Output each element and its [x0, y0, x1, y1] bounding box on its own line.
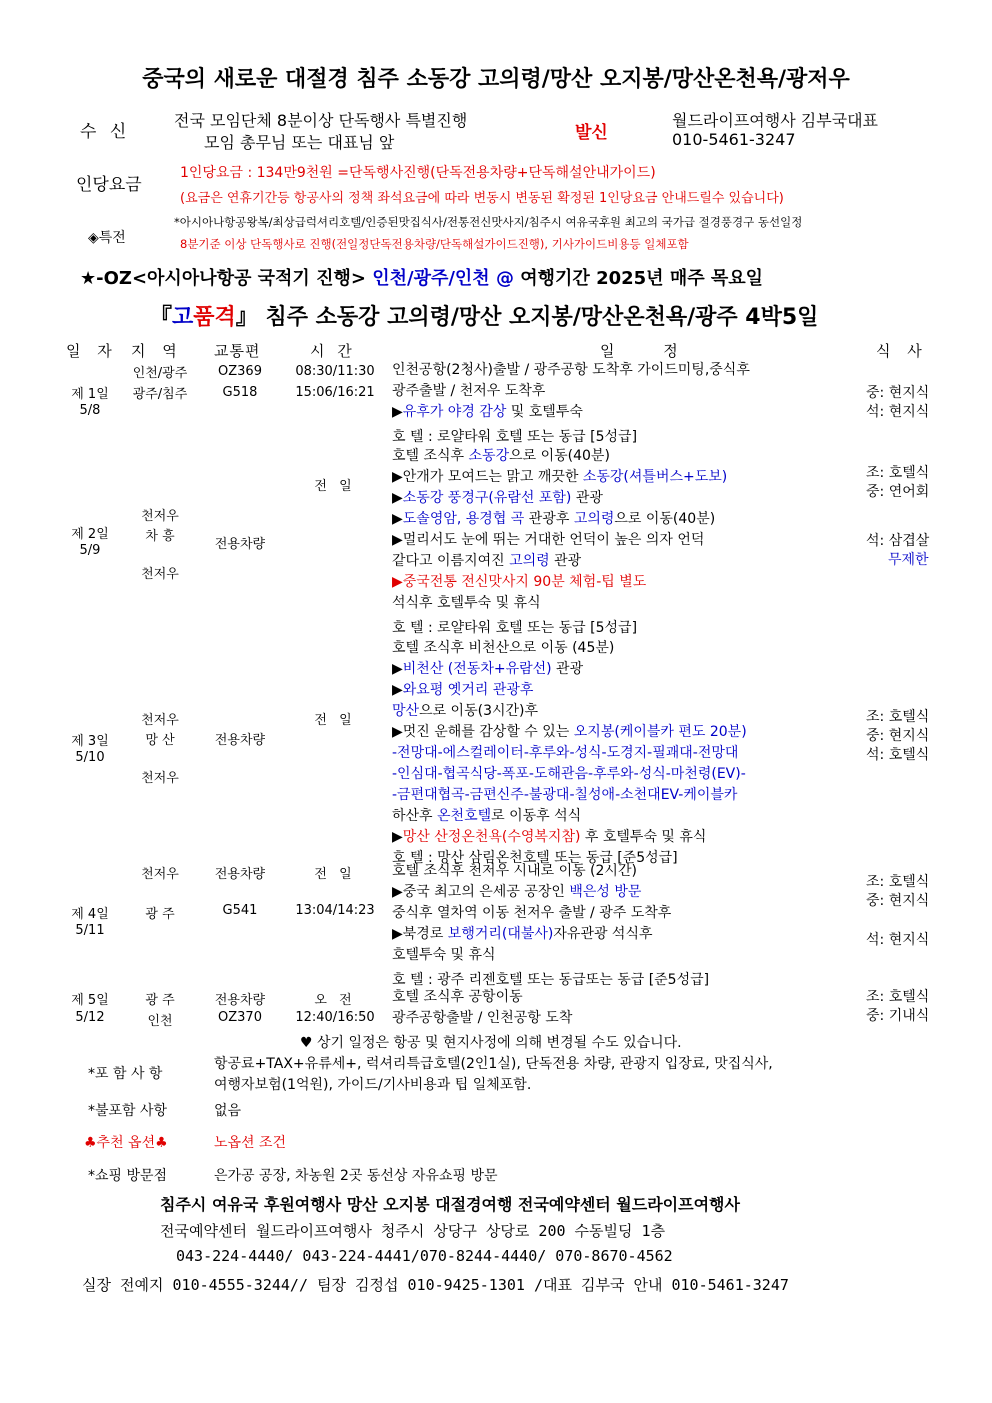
airline-route: 인천/광주/인천 @	[372, 268, 514, 289]
footer-contacts: 실장 전예지 010-4555-3244// 팀장 김정섭 010-9425-1301 /대표 김부국 안내 010-5461-3247	[82, 1276, 789, 1294]
product-title	[150, 300, 818, 331]
change-notice: ♥ 상기 일정은 항공 및 현지사정에 의해 변경될 수도 있습니다.	[300, 1035, 682, 1051]
day2-line: 호텔 조식후 소동강으로 이동(40분)	[392, 448, 610, 464]
airline-line	[80, 264, 763, 290]
recipient-label: 수 신	[80, 122, 131, 142]
day4-time2: 13:04/14:23	[295, 903, 375, 918]
day5-meals: 조: 호텔식 중: 기내식	[866, 989, 930, 1024]
day4-region2: 광 주	[145, 907, 175, 922]
price-label: 인당요금	[76, 175, 142, 195]
price-line1: 1인당요금 : 134만9천원 =단독행사진행(단독전용차량+단독해설안내가이드)	[180, 165, 656, 181]
benefit-line2: 8분기준 이상 단독행사로 진행(전일정단독전용차량/단독해설가이드진행), 기사가이드비용등 일체포함	[180, 237, 689, 251]
day4-schedule	[392, 861, 709, 991]
day3-region3: 천저우	[141, 771, 179, 786]
day2-line: 석식후 호텔투숙 및 휴식	[392, 595, 541, 611]
day3-meals: 조: 호텔식 중: 현지식 석: 호텔식	[866, 709, 930, 763]
day1-line: ▶유후가 야경 감상 및 호텔투숙	[392, 404, 583, 420]
day4-hotel: 호 텔 : 광주 리젠호텔 또는 동급또는 동급 [준5성급]	[392, 972, 710, 988]
day2-date: 5/9	[79, 543, 101, 558]
day2-line: ▶안개가 모여드는 맑고 깨끗한 소동강(셔틀버스+도보)	[392, 469, 728, 485]
day3-line: ▶멋진 운해를 감상할 수 있는 오지봉(케이블카 편도 20분)	[392, 724, 747, 740]
day3-transport: 전용차량	[214, 733, 266, 748]
day5-transport1: 전용차량	[214, 993, 266, 1008]
day4-line: ▶북경로 보행거리(대불사)자유관광 석식후	[392, 926, 653, 942]
day3-region1: 천저우	[141, 713, 179, 728]
day1-region2: 광주/침주	[132, 387, 188, 402]
day5-schedule	[392, 987, 572, 1029]
day1-time2: 15:06/16:21	[295, 385, 375, 400]
day5-line: 호텔 조식후 공항이동	[392, 989, 523, 1005]
day2-hotel: 호 텔 : 로얄타워 호텔 또는 동급 [5성급]	[392, 620, 638, 636]
bracket-close: 』	[235, 305, 258, 330]
day3-line: ▶망산 산정온천욕(수영복지참) 후 호텔투숙 및 휴식	[392, 829, 707, 845]
header-transport: 교통편	[214, 342, 261, 360]
header-time: 시 간	[310, 342, 356, 360]
option-value: 노옵션 조건	[214, 1135, 287, 1151]
day3-line: 하산후 온천호텔로 이동후 석식	[392, 808, 582, 824]
sender-phone: 010-5461-3247	[672, 130, 796, 149]
day3-hotel: 호 텔 : 망산 삼림온천호텔 또는 동급 [준5성급]	[392, 850, 678, 866]
day3-time: 전 일	[314, 713, 356, 728]
day5-region2: 인천	[147, 1014, 173, 1029]
product-pumgyeok: 품격	[193, 305, 236, 330]
day1-hotel: 호 텔 : 로얄타워 호텔 또는 동급 [5성급]	[392, 429, 638, 445]
day1-line: 인천공항(2청사)출발 / 광주공항 도착후 가이드미팅,중식후	[392, 362, 750, 378]
day3-line: ▶비천산 (전동차+유람선) 관광	[392, 661, 584, 677]
day3-date: 5/10	[75, 750, 105, 765]
day4-meals: 조: 호텔식 중: 현지식 석: 현지식	[866, 874, 930, 948]
day2-line: ▶중국전통 전신맛사지 90분 체험-팁 별도	[392, 574, 647, 590]
day2-line: ▶소동강 풍경구(유람선 포함) 관광	[392, 490, 603, 506]
day3-line: -금편대협곡-금편신주-불광대-칠성애-소천대EV-케이블카	[392, 787, 738, 803]
sender-label: 발신	[575, 123, 608, 143]
day1-meals: 중: 현지식 석: 현지식	[866, 385, 930, 420]
day5-date: 5/12	[75, 1010, 105, 1025]
shopping-value: 은가공 공장, 차농원 2곳 동선상 자유쇼핑 방문	[214, 1168, 498, 1184]
benefit-line1: *아시아나항공왕복/최상급럭셔리호텔/인증된맛집식사/전통전신맛사지/침주시 여유국후원 최고의 국가급 절경풍경구 동선일정	[174, 215, 803, 229]
price-line2: (요금은 연휴기간등 항공사의 정책 좌석요금에 따라 변동시 변동된 확정된 1인당요금 안내드릴수 있습니다)	[180, 191, 784, 206]
day1-line: 광주출발 / 천저우 도착후	[392, 383, 546, 399]
day4-line: 호텔투숙 및 휴식	[392, 947, 496, 963]
day2-line: 같다고 이름지여진 고의령 관광	[392, 553, 582, 569]
day1-region1: 인천/광주	[132, 366, 188, 381]
day5-transport2: OZ370	[218, 1010, 262, 1025]
excludes-label: *불포함 사항	[88, 1103, 168, 1119]
includes-label: *포 함 사 항	[88, 1066, 163, 1082]
excludes-value: 없음	[214, 1103, 242, 1119]
day3-line: ▶와요평 옛거리 관광후	[392, 682, 534, 698]
day2-label: 제 2일	[71, 527, 109, 542]
day4-line: 호텔 조식후 천저우 시내로 이동 (2시간)	[392, 863, 637, 879]
day5-region1: 광 주	[145, 993, 175, 1008]
header-date: 일 자	[66, 342, 118, 360]
recipient-line1: 전국 모임단체 8분이상 단독행사 특별진행	[174, 111, 468, 130]
day3-line: 호텔 조식후 비천산으로 이동 (45분)	[392, 640, 615, 656]
shopping-label: *쇼핑 방문점	[88, 1168, 168, 1184]
day1-time1: 08:30/11:30	[295, 364, 375, 379]
footer-phones: 043-224-4440/ 043-224-4441/070-8244-4440/ 070-8670-4562	[176, 1247, 673, 1265]
day4-date: 5/11	[75, 923, 105, 938]
day1-date: 5/8	[79, 403, 101, 418]
includes-line2: 여행자보험(1억원), 가이드/기사비용과 팁 일체포함.	[214, 1077, 532, 1093]
product-go: 고	[172, 305, 194, 330]
page-title: 중국의 새로운 대절경 침주 소동강 고의령/망산 오지봉/망산온천욕/광저우	[142, 67, 850, 92]
day5-label: 제 5일	[71, 993, 109, 1008]
sender-line1: 월드라이프여행사 김부국대표	[672, 111, 879, 130]
header-meal: 식 사	[876, 342, 928, 360]
day5-line: 광주공항출발 / 인천공항 도착	[392, 1010, 573, 1026]
day4-transport1: 전용차량	[214, 867, 266, 882]
travel-period: 여행기간 2025년 매주 목요일	[520, 268, 764, 289]
day2-schedule	[392, 446, 727, 639]
day3-line: 망산으로 이동(3시간)후	[392, 703, 539, 719]
day3-line: -인심대-협곡식당-폭포-도해관음-후루와-성식-마천령(EV)-	[392, 766, 746, 782]
includes-line1: 항공료+TAX+유류세+, 럭셔리특급호텔(2인1실), 단독전용 차량, 관광지 입장료, 맛집식사,	[214, 1056, 773, 1072]
day2-region2: 차 흥	[145, 529, 175, 544]
day2-line: ▶도솔영암, 용경협 곡 관광후 고의령으로 이동(40분)	[392, 511, 716, 527]
header-schedule: 일 정	[600, 342, 678, 360]
day5-time2: 12:40/16:50	[295, 1010, 375, 1025]
day1-schedule	[392, 360, 750, 448]
day3-label: 제 3일	[71, 734, 109, 749]
day3-region2: 망 산	[145, 733, 175, 748]
day1-label: 제 1일	[71, 387, 109, 402]
day4-region1: 천저우	[141, 867, 179, 882]
day1-transport2: G518	[222, 385, 258, 400]
day2-region1: 천저우	[141, 509, 179, 524]
day5-time1: 오 전	[314, 993, 356, 1008]
day4-line: 중식후 열차역 이동 천저우 출발 / 광주 도착후	[392, 905, 672, 921]
day2-region3: 천저우	[141, 567, 179, 582]
benefit-label: ◈특전	[88, 230, 126, 246]
option-label: ♣추천 옵션♣	[84, 1135, 168, 1151]
day4-line: ▶중국 최고의 은세공 공장인 백은성 방문	[392, 884, 642, 900]
airline-prefix: ★-OZ<아시아나항공 국적기 진행>	[80, 268, 366, 289]
day4-transport2: G541	[222, 903, 258, 918]
bracket-open: 『	[150, 305, 173, 330]
day4-label: 제 4일	[71, 907, 109, 922]
day3-schedule	[392, 638, 747, 869]
footer-line1: 침주시 여유국 후원여행사 망산 오지봉 대절경여행 전국예약센터 월드라이프여행사	[160, 1195, 740, 1214]
footer-address: 전국예약센터 월드라이프여행사 청주시 상당구 상당로 200 수동빌딩 1층	[160, 1222, 666, 1240]
header-region: 지 역	[131, 342, 183, 360]
day2-meals: 조: 호텔식 중: 연어회 석: 삼겹살 무제한	[866, 465, 930, 568]
day4-time1: 전 일	[314, 867, 356, 882]
day2-time: 전 일	[314, 479, 356, 494]
recipient-line2: 모임 총무님 또는 대표님 앞	[204, 133, 395, 152]
day3-line: -전망대-에스컬레이터-후루와-성식-도경지-필괘대-전망대	[392, 745, 739, 761]
product-name: 침주 소동강 고의령/망산 오지봉/망산온천욕/광주 4박5일	[265, 305, 819, 330]
day1-transport1: OZ369	[218, 364, 262, 379]
day2-transport: 전용차량	[214, 537, 266, 552]
day2-line: ▶멀리서도 눈에 뛰는 거대한 언덕이 높은 의자 언덕	[392, 532, 705, 548]
